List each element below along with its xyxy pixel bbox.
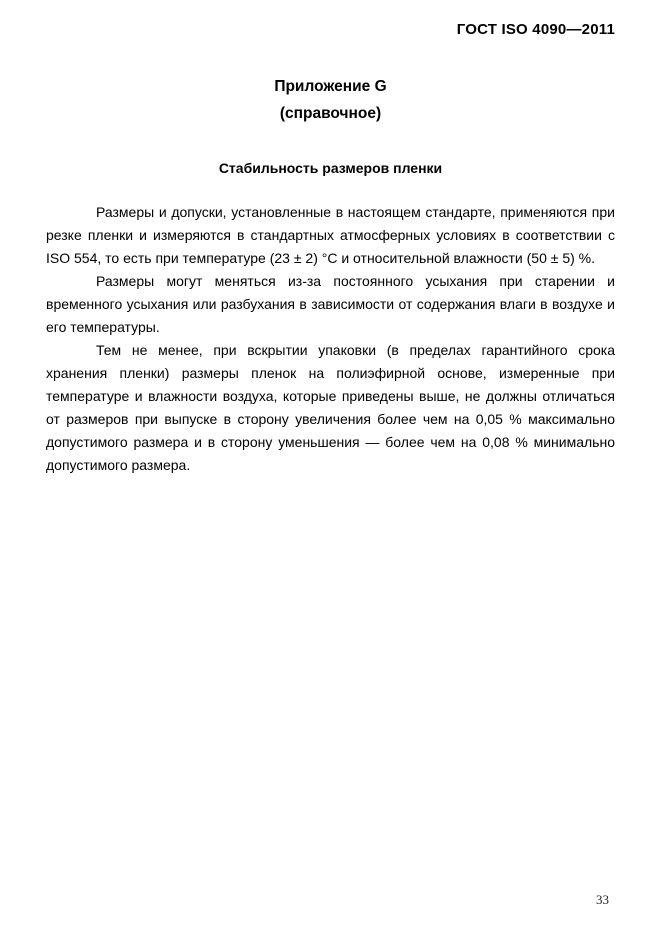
paragraph-2: Размеры могут меняться из-за постоянного усыхания при старении и временного усыхания или разбухания в зависимости от содержания влаги в воздухе и его температуры. [46, 273, 615, 335]
paragraph-3: Тем не менее, при вскрытии упаковки (в пределах гарантийного срока хранения пленки) размеры пленок на полиэфирной основе, измеренные при температуре и влажности воздуха, которые приведены выше, не должны отличаться от размеров при выпуске в сторону увеличения более чем на 0,05 % максимально допустимого размера и в сторону уменьшения — более чем на 0,08 % минимально допустимого размера. [46, 342, 615, 473]
paragraph-1: Размеры и допуски, установленные в настоящем стандарте, применяются при резке пленки и измеряются в стандартных атмосферных условиях в соответствии с ISO 554, то есть при температуре (23 ± 2) °C и относительной влажности (50 ± 5) %. [46, 204, 615, 266]
section-title: Стабильность размеров пленки [218, 160, 443, 176]
document-header-standard-number: ГОСТ ISO 4090—2011 [456, 21, 615, 38]
appendix-title: Приложение G [274, 78, 387, 95]
body-text [46, 201, 615, 477]
page-number: 33 [596, 892, 609, 907]
appendix-type-label: (справочное) [279, 105, 382, 122]
